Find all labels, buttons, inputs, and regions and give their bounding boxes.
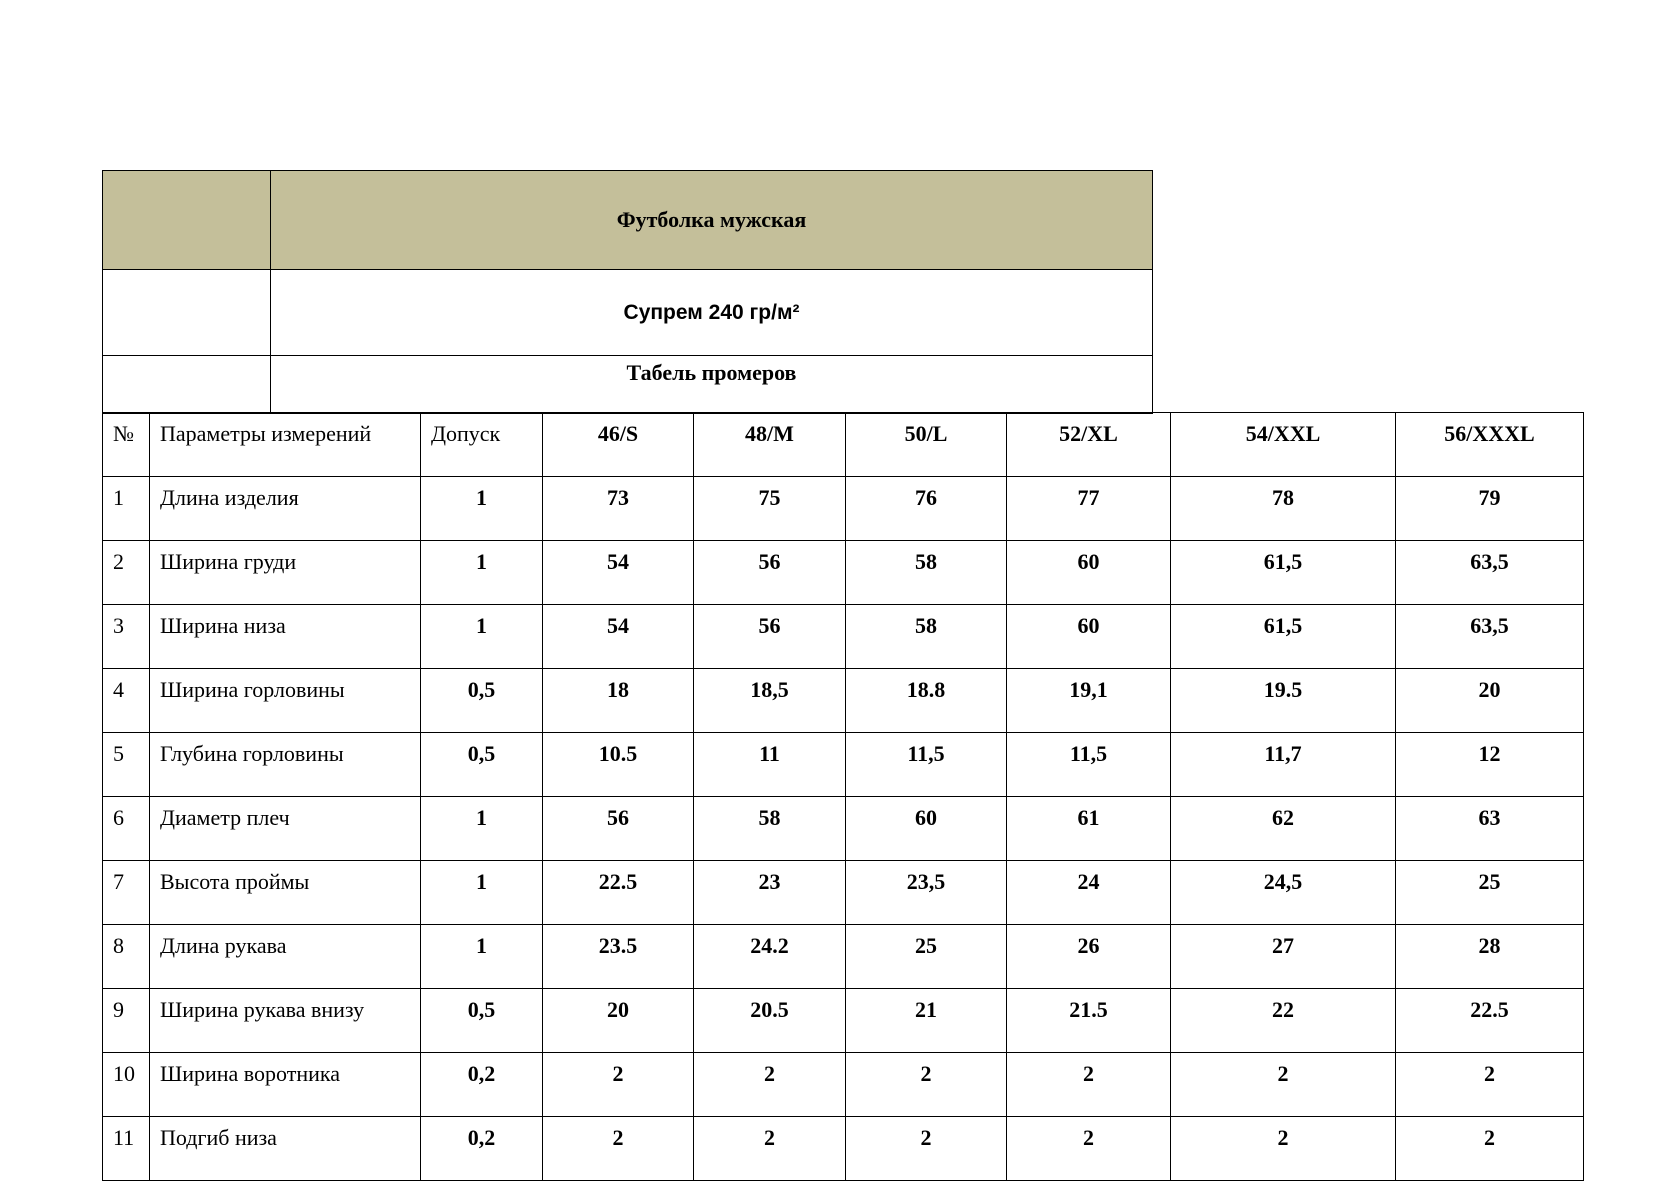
tolerance-cell: 1 [421,605,543,669]
tolerance-cell: 1 [421,477,543,541]
measurement-value-cell: 11,5 [846,733,1007,797]
measurement-value-cell: 76 [846,477,1007,541]
row-number-cell: 7 [103,861,150,925]
parameter-name-cell: Глубина горловины [150,733,421,797]
measurement-value-cell: 11,7 [1171,733,1396,797]
measurement-value-cell: 2 [1007,1053,1171,1117]
subtitle-row [103,356,1153,414]
measurement-value-cell: 21.5 [1007,989,1171,1053]
column-header-size: 48/M [694,413,846,477]
measurement-value-cell: 61 [1007,797,1171,861]
table-row [103,797,1584,861]
measurement-value-cell: 2 [543,1117,694,1181]
material-row [103,270,1153,356]
tolerance-cell: 0,2 [421,1053,543,1117]
measurement-value-cell: 24 [1007,861,1171,925]
product-title: Футболка мужская [616,207,807,232]
measurement-value-cell: 56 [694,605,846,669]
measurement-value-cell: 2 [1396,1117,1584,1181]
table-row [103,733,1584,797]
measurement-value-cell: 63,5 [1396,541,1584,605]
measurement-value-cell: 60 [846,797,1007,861]
measurement-value-cell: 22.5 [543,861,694,925]
measurement-value-cell: 22.5 [1396,989,1584,1053]
measurement-value-cell: 11 [694,733,846,797]
measurement-value-cell: 27 [1171,925,1396,989]
title-cell [271,171,1153,270]
measurement-value-cell: 20 [543,989,694,1053]
parameter-name-cell: Ширина низа [150,605,421,669]
row-number-cell: 3 [103,605,150,669]
measurement-value-cell: 2 [694,1053,846,1117]
tolerance-cell: 0,2 [421,1117,543,1181]
table-header-row [103,413,1584,477]
measurement-value-cell: 22 [1171,989,1396,1053]
row-number-cell: 4 [103,669,150,733]
measurement-value-cell: 18.8 [846,669,1007,733]
measurement-value-cell: 19.5 [1171,669,1396,733]
measurement-value-cell: 2 [1396,1053,1584,1117]
tolerance-cell: 1 [421,861,543,925]
measurement-value-cell: 26 [1007,925,1171,989]
measurement-value-cell: 78 [1171,477,1396,541]
column-header-size: 52/XL [1007,413,1171,477]
row-number-cell: 5 [103,733,150,797]
table-row [103,861,1584,925]
measurement-value-cell: 28 [1396,925,1584,989]
measurement-value-cell: 11,5 [1007,733,1171,797]
measurement-value-cell: 2 [846,1053,1007,1117]
measurement-value-cell: 56 [543,797,694,861]
row-number-cell: 1 [103,477,150,541]
measurement-value-cell: 58 [846,541,1007,605]
measurement-value-cell: 63 [1396,797,1584,861]
table-row [103,925,1584,989]
title-blank-cell [103,171,271,270]
title-row [103,171,1153,270]
row-number-cell: 2 [103,541,150,605]
column-header-param: Параметры измерений [150,413,421,477]
parameter-name-cell: Подгиб низа [150,1117,421,1181]
parameter-name-cell: Ширина воротника [150,1053,421,1117]
tolerance-cell: 0,5 [421,733,543,797]
material-cell [271,270,1153,356]
column-header-tolerance: Допуск [421,413,543,477]
measurements-table [102,412,1584,1181]
measurement-value-cell: 2 [846,1117,1007,1181]
measurement-value-cell: 77 [1007,477,1171,541]
column-header-num: № [103,413,150,477]
parameter-name-cell: Ширина горловины [150,669,421,733]
table-row [103,477,1584,541]
measurement-value-cell: 60 [1007,541,1171,605]
row-number-cell: 8 [103,925,150,989]
measurement-value-cell: 2 [1007,1117,1171,1181]
measurement-value-cell: 20.5 [694,989,846,1053]
parameter-name-cell: Ширина рукава внизу [150,989,421,1053]
table-row [103,605,1584,669]
measurement-value-cell: 23,5 [846,861,1007,925]
measurement-value-cell: 18 [543,669,694,733]
measurement-value-cell: 61,5 [1171,605,1396,669]
measurement-value-cell: 12 [1396,733,1584,797]
row-number-cell: 11 [103,1117,150,1181]
tolerance-cell: 0,5 [421,989,543,1053]
subtitle-blank-cell [103,356,271,414]
column-header-size: 50/L [846,413,1007,477]
material-blank-cell [103,270,271,356]
measurement-value-cell: 2 [543,1053,694,1117]
parameter-name-cell: Ширина груди [150,541,421,605]
row-number-cell: 9 [103,989,150,1053]
table-row [103,669,1584,733]
measurement-value-cell: 54 [543,541,694,605]
measurement-value-cell: 18,5 [694,669,846,733]
parameter-name-cell: Высота проймы [150,861,421,925]
measurement-value-cell: 79 [1396,477,1584,541]
column-header-size: 54/XXL [1171,413,1396,477]
measurement-value-cell: 56 [694,541,846,605]
table-row [103,1053,1584,1117]
measurement-value-cell: 23.5 [543,925,694,989]
measurement-value-cell: 2 [1171,1117,1396,1181]
measurement-value-cell: 25 [1396,861,1584,925]
measurement-value-cell: 75 [694,477,846,541]
measurement-value-cell: 54 [543,605,694,669]
measurement-value-cell: 23 [694,861,846,925]
table-row [103,1117,1584,1181]
measurement-value-cell: 10.5 [543,733,694,797]
parameter-name-cell: Длина изделия [150,477,421,541]
tolerance-cell: 1 [421,797,543,861]
measurement-value-cell: 73 [543,477,694,541]
measurement-value-cell: 25 [846,925,1007,989]
table-row [103,989,1584,1053]
tolerance-cell: 0,5 [421,669,543,733]
product-header [102,170,1153,414]
measurement-value-cell: 24,5 [1171,861,1396,925]
measurement-value-cell: 20 [1396,669,1584,733]
tolerance-cell: 1 [421,541,543,605]
measurement-value-cell: 19,1 [1007,669,1171,733]
measurement-value-cell: 63,5 [1396,605,1584,669]
measurement-value-cell: 58 [694,797,846,861]
row-number-cell: 6 [103,797,150,861]
row-number-cell: 10 [103,1053,150,1117]
measurement-value-cell: 62 [1171,797,1396,861]
measurement-value-cell: 21 [846,989,1007,1053]
measurement-value-cell: 2 [694,1117,846,1181]
table-row [103,541,1584,605]
parameter-name-cell: Длина рукава [150,925,421,989]
subtitle-cell [271,356,1153,414]
measurement-value-cell: 2 [1171,1053,1396,1117]
measurement-value-cell: 58 [846,605,1007,669]
column-header-size: 56/XXXL [1396,413,1584,477]
parameter-name-cell: Диаметр плеч [150,797,421,861]
measurement-value-cell: 24.2 [694,925,846,989]
tolerance-cell: 1 [421,925,543,989]
measurement-value-cell: 60 [1007,605,1171,669]
column-header-size: 46/S [543,413,694,477]
table-subtitle: Табель промеров [626,360,797,385]
measurement-value-cell: 61,5 [1171,541,1396,605]
fabric-material: Супрем 240 гр/м² [623,300,800,324]
